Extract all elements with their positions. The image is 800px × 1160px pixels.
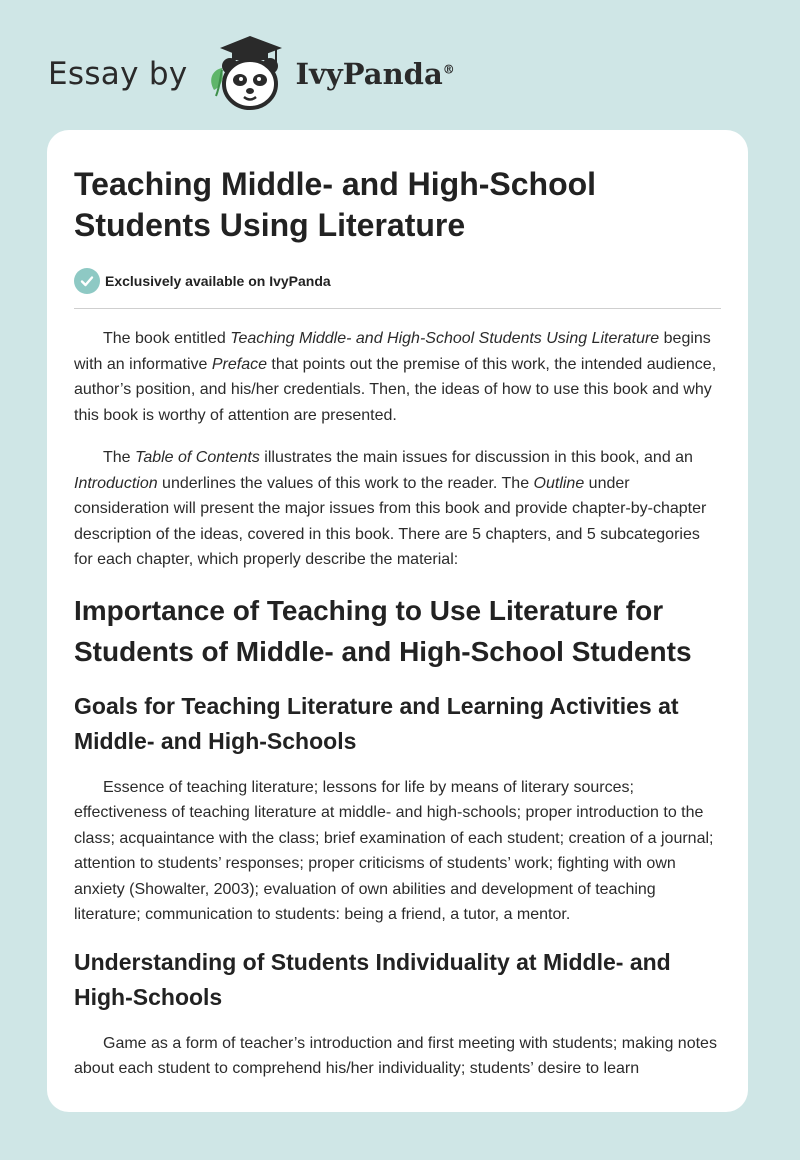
- preface-italic: Preface: [211, 355, 267, 373]
- registered-mark: ®: [442, 62, 455, 77]
- paragraph-individuality: Game as a form of teacher’s introduction and first meeting with students; making notes about each student to comprehend his/her individuality; students’ desire to learn: [74, 1034, 717, 1077]
- divider: [74, 308, 721, 309]
- section-heading: Importance of Teaching to Use Literature for Students of Middle- and High-School Students: [74, 594, 692, 667]
- outline-italic: Outline: [533, 474, 585, 492]
- paragraph-goals: Essence of teaching literature; lessons for life by means of literary sources; effectiveness of teaching literature at middle- and high-schools; proper introduction to the class; acquaintance with the class; brief examination of each student; creation of a journal; attention to students’ responses; proper criticisms of students’ work; fighting with own anxiety (Showalter, 2003); evaluation of own abilities and development of teaching literature; communication to students: being a friend, a tutor, a mentor.: [74, 778, 714, 923]
- site-header: [48, 34, 455, 114]
- paragraph-preface: The book entitled Teaching Middle- and High-School Students Using Literature begins with an informative Preface that points out the premise of this work, the intended audience, author’s position, and his/her credentials. Then, the ideas of how to use this book and why this book is worthy of attention are presented.: [74, 330, 717, 424]
- paragraph-contents: The Table of Contents illustrates the main issues for discussion in this book, and an Introduction underlines the values of this work to the reader. The Outline under consideration will present the major issues from this book and provide chapter-by-chapter description of the ideas, covered in this book. There are 5 chapters, and 5 subcategories for each chapter, which properly describe the material:: [74, 449, 707, 568]
- check-icon: [74, 268, 100, 294]
- brand-name[interactable]: IvyPanda®: [295, 57, 455, 91]
- page-title: Teaching Middle- and High-School Students Using Literature: [74, 166, 597, 243]
- subsection-heading-goals: Goals for Teaching Literature and Learning Activities at Middle- and High-Schools: [74, 692, 679, 754]
- book-title-italic: Teaching Middle- and High-School Students Using Literature: [230, 330, 660, 347]
- subsection-heading-individuality: Understanding of Students Individuality at Middle- and High-Schools: [74, 948, 671, 1010]
- panda-graduate-logo-icon[interactable]: [204, 34, 290, 114]
- table-of-contents-italic: Table of Contents: [135, 449, 260, 466]
- exclusive-label: Exclusively available on IvyPanda: [105, 273, 331, 289]
- essay-by-label: Essay by: [48, 56, 188, 92]
- exclusive-notice: [74, 268, 721, 294]
- introduction-italic: Introduction: [74, 474, 158, 492]
- essay-card: [47, 130, 748, 1112]
